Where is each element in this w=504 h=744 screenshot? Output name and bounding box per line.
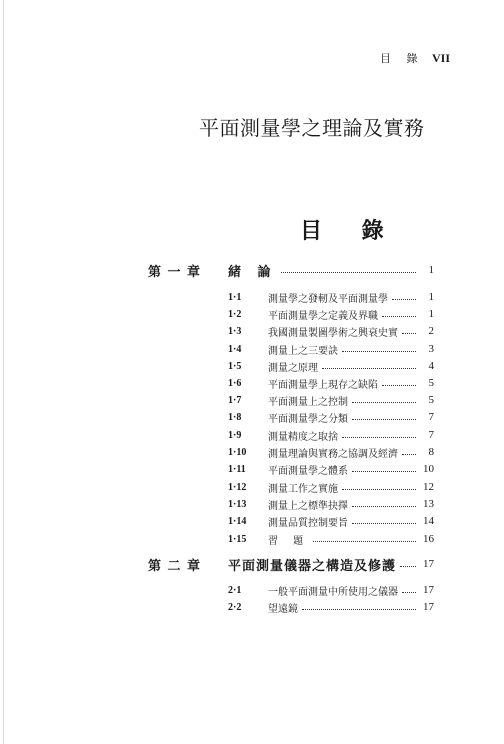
section-number: 1·10 (228, 446, 247, 458)
section-title: 測量品質控制要旨 (268, 517, 348, 529)
section-number: 1·3 (228, 325, 242, 337)
section-number: 1·13 (228, 498, 247, 510)
section-row (228, 600, 434, 614)
section-page: 1 (428, 308, 434, 320)
section-row (228, 532, 434, 546)
leader-dots (352, 471, 416, 472)
section-page: 2 (428, 325, 434, 337)
chapter-title: 緒 論 (228, 264, 277, 280)
section-number: 2·2 (228, 601, 242, 613)
section-row (228, 290, 434, 304)
section-title: 一般平面測量中所使用之儀器 (268, 586, 398, 598)
section-row (228, 359, 434, 373)
section-page: 13 (423, 498, 434, 510)
section-row (228, 497, 434, 511)
section-row (228, 445, 434, 459)
toc-heading: 目 錄 (300, 218, 400, 244)
page-edge-line (3, 0, 4, 744)
section-row (228, 514, 434, 528)
section-title: 望遠鏡 (268, 603, 298, 615)
section-title: 平面測量學之體系 (268, 465, 348, 477)
section-row (228, 428, 434, 442)
leader-dots (400, 566, 416, 567)
section-page: 10 (423, 463, 434, 475)
section-number: 1·9 (228, 429, 242, 441)
section-number: 1·11 (228, 463, 246, 475)
leader-dots (342, 351, 416, 352)
section-page: 17 (423, 584, 434, 596)
chapter-label: 第 一 章 (148, 264, 202, 280)
section-page: 12 (423, 481, 434, 493)
section-row (228, 324, 434, 338)
leader-dots (342, 489, 416, 490)
chapter-row (148, 556, 434, 572)
section-page: 14 (423, 515, 434, 527)
chapter-page: 1 (428, 264, 434, 276)
section-title: 測量上之標準抉擇 (268, 500, 348, 512)
section-page: 1 (428, 291, 434, 303)
section-row (228, 583, 434, 597)
section-page: 17 (423, 601, 434, 613)
section-title: 平面測量學之分類 (268, 413, 348, 425)
section-title: 平面測量學上現存之缺陷 (268, 379, 378, 391)
section-title: 測量工作之實施 (268, 483, 338, 495)
running-head-page-number: VII (431, 51, 450, 65)
leader-dots (352, 402, 416, 403)
section-page: 4 (428, 360, 434, 372)
leader-dots (382, 316, 416, 317)
section-page: 7 (428, 411, 434, 423)
chapter-title: 平面測量儀器之構造及修護 (228, 558, 397, 574)
section-number: 1·12 (228, 481, 247, 493)
section-number: 1·4 (228, 343, 242, 355)
section-number: 1·14 (228, 515, 247, 527)
section-page: 5 (428, 394, 434, 406)
running-head (380, 50, 450, 66)
section-title: 平面測量學之定義及界職 (268, 310, 378, 322)
section-title: 測量學之發軔及平面測量學 (268, 293, 388, 305)
section-number: 1·1 (228, 291, 242, 303)
leader-dots (352, 523, 416, 524)
section-title: 測量精度之取捨 (268, 431, 338, 443)
section-number: 2·1 (228, 584, 242, 596)
chapter-row (148, 262, 434, 278)
section-row (228, 376, 434, 390)
section-number: 1·7 (228, 394, 242, 406)
section-page: 5 (428, 377, 434, 389)
leader-dots (352, 506, 416, 507)
section-title: 測量上之三要訣 (268, 345, 338, 357)
leader-dots (402, 333, 416, 334)
leader-dots (313, 541, 416, 542)
section-number: 1·8 (228, 411, 242, 423)
leader-dots (352, 419, 416, 420)
leader-dots (382, 385, 416, 386)
leader-dots (402, 592, 416, 593)
section-page: 8 (428, 446, 434, 458)
section-row (228, 307, 434, 321)
section-page: 16 (423, 533, 434, 545)
section-row (228, 393, 434, 407)
leader-dots (402, 454, 416, 455)
chapter-label: 第 二 章 (148, 558, 202, 574)
section-page: 3 (428, 343, 434, 355)
section-row (228, 480, 434, 494)
leader-dots (342, 437, 416, 438)
section-number: 1·15 (228, 533, 247, 545)
section-number: 1·6 (228, 377, 242, 389)
leader-dots (302, 609, 416, 610)
section-row (228, 462, 434, 476)
section-title: 習 題 (268, 535, 310, 547)
section-page: 7 (428, 429, 434, 441)
leader-dots (322, 368, 416, 369)
section-number: 1·5 (228, 360, 242, 372)
section-row (228, 410, 434, 424)
section-title: 測量之原理 (268, 362, 318, 374)
chapter-page: 17 (423, 558, 434, 570)
book-title: 平面測量學之理論及實務 (199, 116, 425, 140)
section-title: 平面測量上之控制 (268, 396, 348, 408)
section-title: 我國測量製圖學術之興衰史實 (268, 327, 398, 339)
section-row (228, 342, 434, 356)
section-title: 測量理論與實務之協調及經濟 (268, 448, 398, 460)
running-head-title: 目 錄 (380, 52, 424, 65)
section-number: 1·2 (228, 308, 242, 320)
leader-dots (281, 272, 416, 273)
leader-dots (392, 299, 416, 300)
